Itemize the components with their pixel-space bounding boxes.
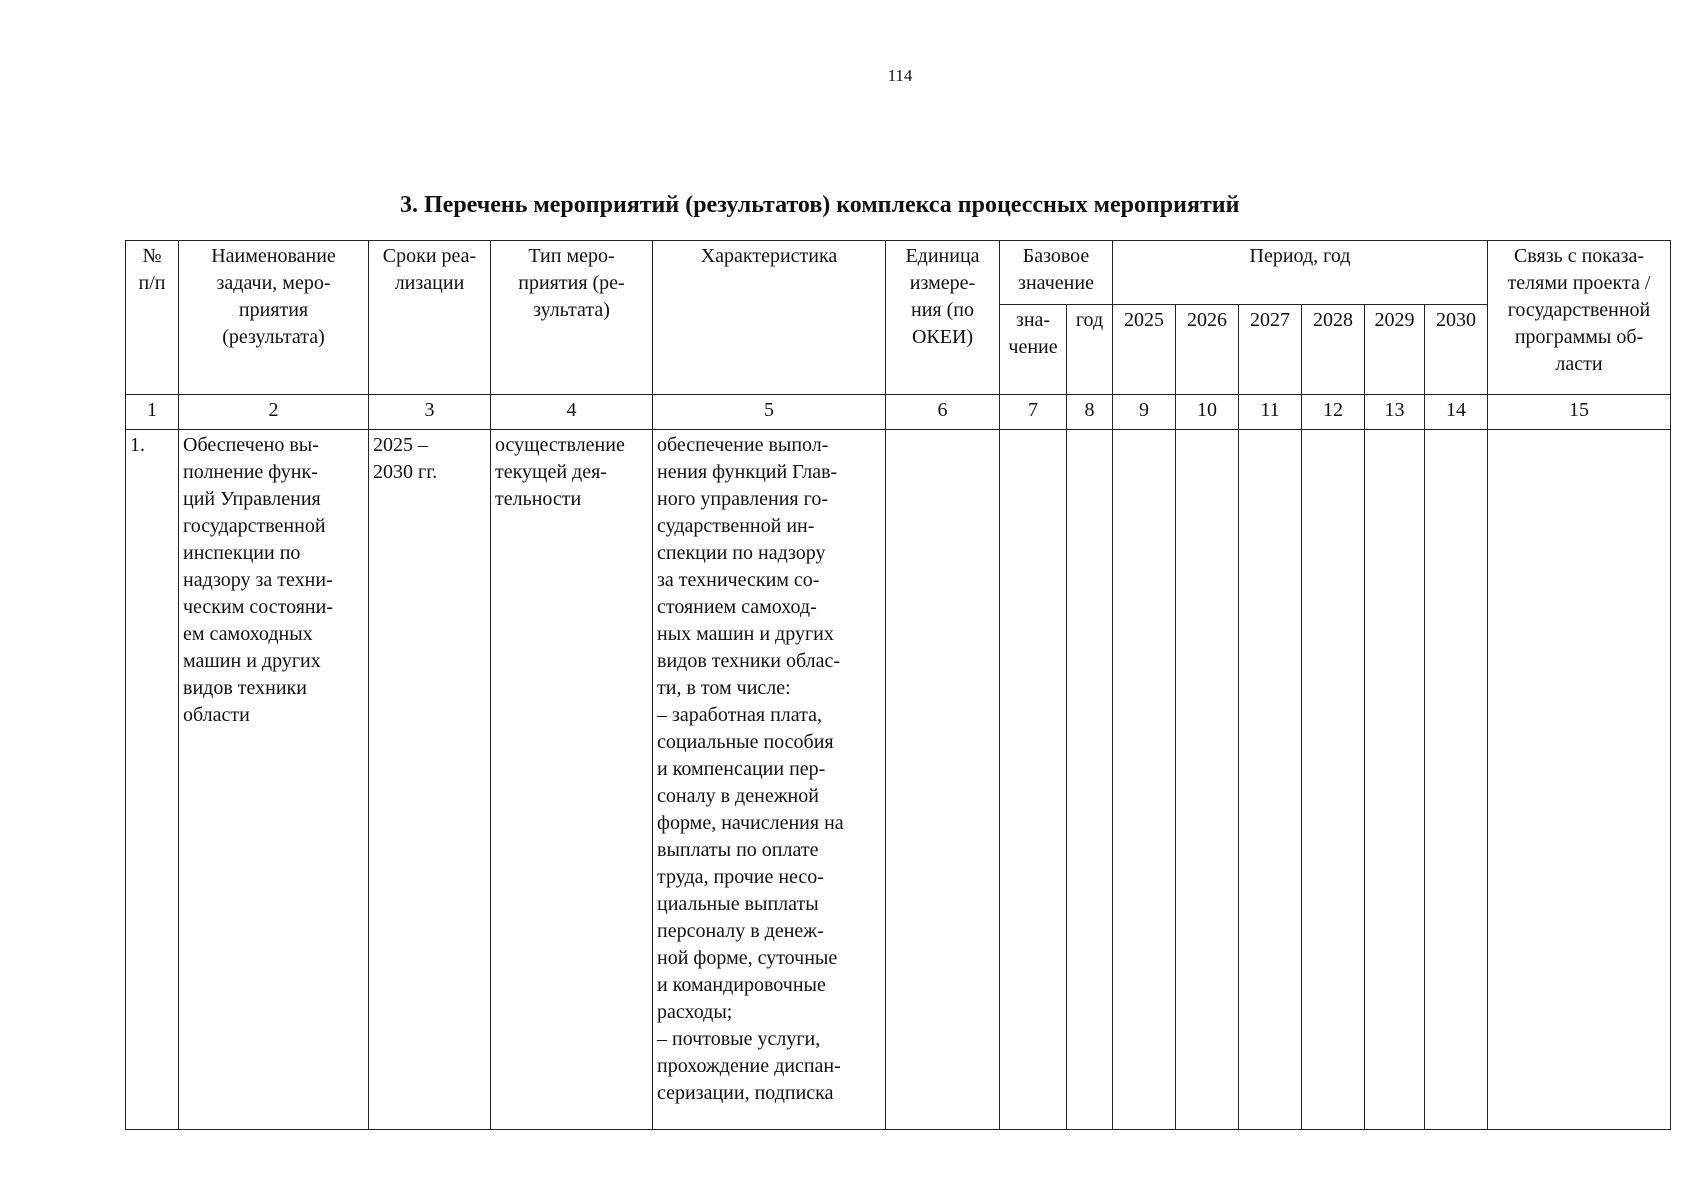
row-type: осуществление текущей дея- тельности xyxy=(491,430,653,1130)
row-terms: 2025 – 2030 гг. xyxy=(369,430,491,1130)
header-link: Связь с показа- телями проекта / государственной программы об- ласти xyxy=(1488,241,1671,395)
page-number: 114 xyxy=(887,66,913,85)
header-type: Тип меро- приятия (ре- зультата) xyxy=(491,241,653,395)
row-2026 xyxy=(1176,430,1239,1130)
col-num-7: 7 xyxy=(1000,395,1067,430)
row-2030 xyxy=(1425,430,1488,1130)
col-num-1: 1 xyxy=(126,395,179,430)
header-base-value-year: год xyxy=(1067,305,1113,395)
row-2027 xyxy=(1239,430,1302,1130)
header-year-2029: 2029 xyxy=(1365,305,1425,395)
header-characteristic: Характеристика xyxy=(653,241,886,395)
row-unit xyxy=(886,430,1000,1130)
row-2028 xyxy=(1302,430,1365,1130)
col-num-8: 8 xyxy=(1067,395,1113,430)
col-num-5: 5 xyxy=(653,395,886,430)
section-title: 3. Перечень мероприятий (результатов) комплекса процессных мероприятий xyxy=(400,192,1240,218)
col-num-6: 6 xyxy=(886,395,1000,430)
col-num-3: 3 xyxy=(369,395,491,430)
header-base-value: Базовое значение xyxy=(1000,241,1113,305)
row-link xyxy=(1488,430,1671,1130)
header-year-2030: 2030 xyxy=(1425,305,1488,395)
header-name: Наименование задачи, меро- приятия (результата) xyxy=(179,241,369,395)
row-base-year xyxy=(1067,430,1113,1130)
row-characteristic: обеспечение выпол- нения функций Глав- ного управления го- сударственной ин- спекции по надзору за техническим со- стоянием самоход- ных машин и других видов техники облас- ти, в том числе: – заработная плата, социальные пособия и компенсации пер- соналу в денежной форме, начисления на выплаты по оплате труда, прочие несо- циальные выплаты персоналу в денеж- ной форме, суточные и командировочные расходы; – почтовые услуги, прохождение диспан- серизации, подписка xyxy=(653,430,886,1130)
col-num-12: 12 xyxy=(1302,395,1365,430)
header-num: № п/п xyxy=(126,241,179,395)
measures-table xyxy=(125,240,1671,1130)
header-terms: Сроки реа- лизации xyxy=(369,241,491,395)
header-base-value-value: зна- чение xyxy=(1000,305,1067,395)
header-year-2026: 2026 xyxy=(1176,305,1239,395)
header-unit: Единица измере- ния (по ОКЕИ) xyxy=(886,241,1000,395)
col-num-4: 4 xyxy=(491,395,653,430)
col-num-14: 14 xyxy=(1425,395,1488,430)
header-period: Период, год xyxy=(1113,241,1488,305)
col-num-15: 15 xyxy=(1488,395,1671,430)
header-year-2028: 2028 xyxy=(1302,305,1365,395)
row-2025 xyxy=(1113,430,1176,1130)
header-row-1 xyxy=(126,241,1671,305)
col-num-10: 10 xyxy=(1176,395,1239,430)
col-num-2: 2 xyxy=(179,395,369,430)
row-base-value xyxy=(1000,430,1067,1130)
header-year-2027: 2027 xyxy=(1239,305,1302,395)
header-year-2025: 2025 xyxy=(1113,305,1176,395)
col-num-9: 9 xyxy=(1113,395,1176,430)
col-num-13: 13 xyxy=(1365,395,1425,430)
col-num-11: 11 xyxy=(1239,395,1302,430)
row-name: Обеспечено вы- полнение функ- ций Управления государственной инспекции по надзору за техни- ческим состояни- ем самоходных машин и других видов техники области xyxy=(179,430,369,1130)
row-num: 1. xyxy=(126,430,179,1130)
row-2029 xyxy=(1365,430,1425,1130)
table-row xyxy=(126,430,1671,1130)
column-number-row xyxy=(126,395,1671,430)
